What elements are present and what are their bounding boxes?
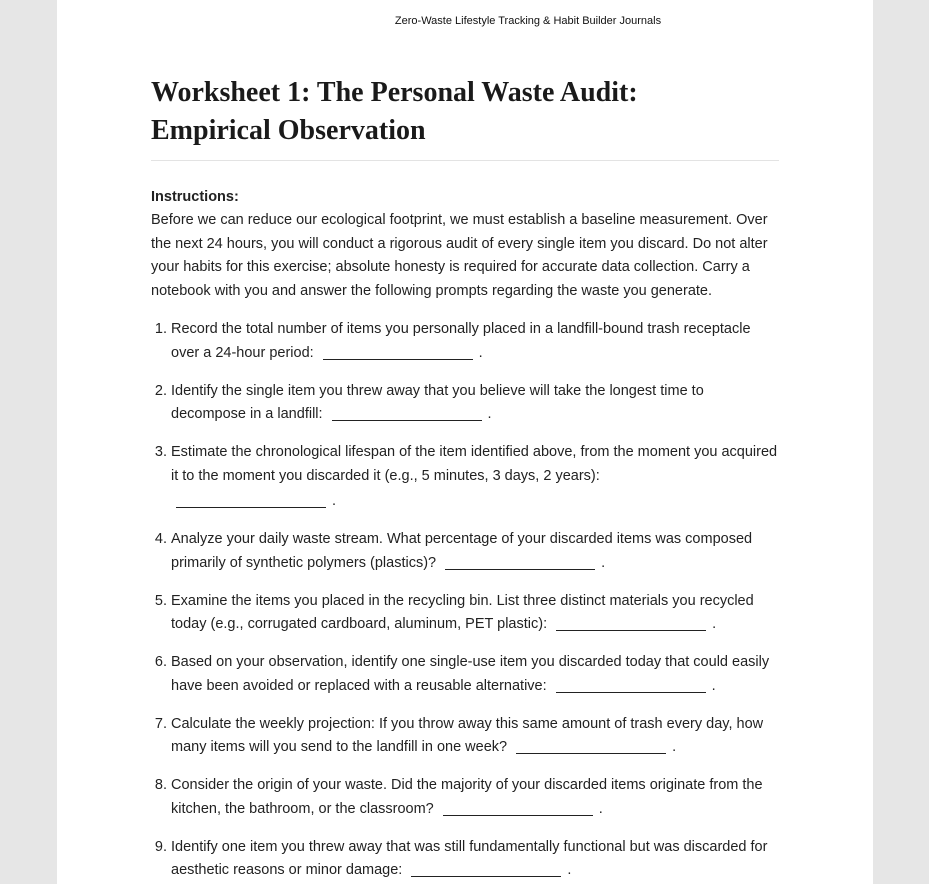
worksheet-title-line-2: Empirical Observation (151, 115, 426, 146)
prompt-item-1 (171, 318, 779, 365)
worksheet-content (151, 74, 779, 884)
prompt-terminator: . (598, 800, 603, 817)
prompt-item-6 (171, 651, 779, 698)
answer-blank[interactable] (443, 801, 593, 816)
answer-blank[interactable] (556, 616, 706, 631)
answer-blank[interactable] (323, 345, 473, 360)
prompt-text: Based on your observation, identify one single-use item you discarded today that could easily have been avoided or replaced with a reusable alternative: (171, 654, 770, 694)
prompt-terminator: . (711, 677, 716, 694)
prompt-text: Consider the origin of your waste. Did the majority of your discarded items originate from the kitchen, the bathroom, or the classroom? (171, 777, 763, 817)
prompt-item-3 (171, 441, 779, 514)
answer-blank[interactable] (556, 678, 706, 693)
prompt-text: Identify the single item you threw away that you believe will take the longest time to decompose in a landfill: (171, 382, 704, 422)
prompt-item-9 (171, 836, 779, 883)
instructions-label: Instructions: (151, 189, 239, 205)
prompt-list (151, 318, 779, 883)
answer-blank[interactable] (411, 862, 561, 877)
worksheet-title (151, 74, 779, 161)
prompt-terminator: . (712, 616, 717, 632)
prompt-terminator: . (567, 862, 572, 878)
prompt-item-5 (171, 590, 779, 637)
answer-blank[interactable] (176, 493, 326, 508)
prompt-text: Examine the items you placed in the recycling bin. List three distinct materials you recycled today (e.g., corrugated cardboard, aluminum, PET plastic): (171, 592, 754, 632)
worksheet-title-line-1: Worksheet 1: The Personal Waste Audit: (151, 77, 638, 108)
prompt-terminator: . (478, 344, 483, 361)
prompt-text: Estimate the chronological lifespan of the item identified above, from the moment you acquired it to the moment you discarded it (e.g., 5 minutes, 3 days, 2 years): (171, 444, 778, 484)
prompt-text: Calculate the weekly projection: If you throw away this same amount of trash every day, how many items will you send to the landfill in one week? (171, 715, 764, 755)
prompt-terminator: . (672, 739, 677, 755)
prompt-item-2 (171, 380, 779, 427)
prompt-item-4 (171, 528, 779, 575)
prompt-item-7 (171, 713, 779, 760)
instructions-text: Before we can reduce our ecological footprint, we must establish a baseline measurement. Over the next 24 hours, you will conduct a rigorous audit of every single item you discard. Do not alter your habits for this exercise; absolute honesty is required for accurate data collection. Carry a notebook with you and answer the following prompts regarding the waste you generate. (151, 212, 768, 299)
prompt-terminator: . (332, 493, 337, 509)
prompt-item-8 (171, 774, 779, 821)
prompt-text: Analyze your daily waste stream. What percentage of your discarded items was composed primarily of synthetic polymers (plastics)? (171, 531, 753, 571)
answer-blank[interactable] (516, 739, 666, 754)
prompt-text: Record the total number of items you personally placed in a landfill-bound trash receptacle over a 24-hour period: (171, 321, 751, 361)
prompt-terminator: . (487, 406, 492, 422)
answer-line (176, 490, 779, 514)
worksheet-page (57, 0, 873, 884)
running-header: Zero-Waste Lifestyle Tracking & Habit Builder Journals (394, 15, 662, 27)
answer-blank[interactable] (332, 406, 482, 421)
answer-blank[interactable] (445, 555, 595, 570)
prompt-terminator: . (601, 554, 606, 571)
prompt-text: Identify one item you threw away that was still fundamentally functional but was discarded for aesthetic reasons or minor damage: (171, 838, 768, 878)
